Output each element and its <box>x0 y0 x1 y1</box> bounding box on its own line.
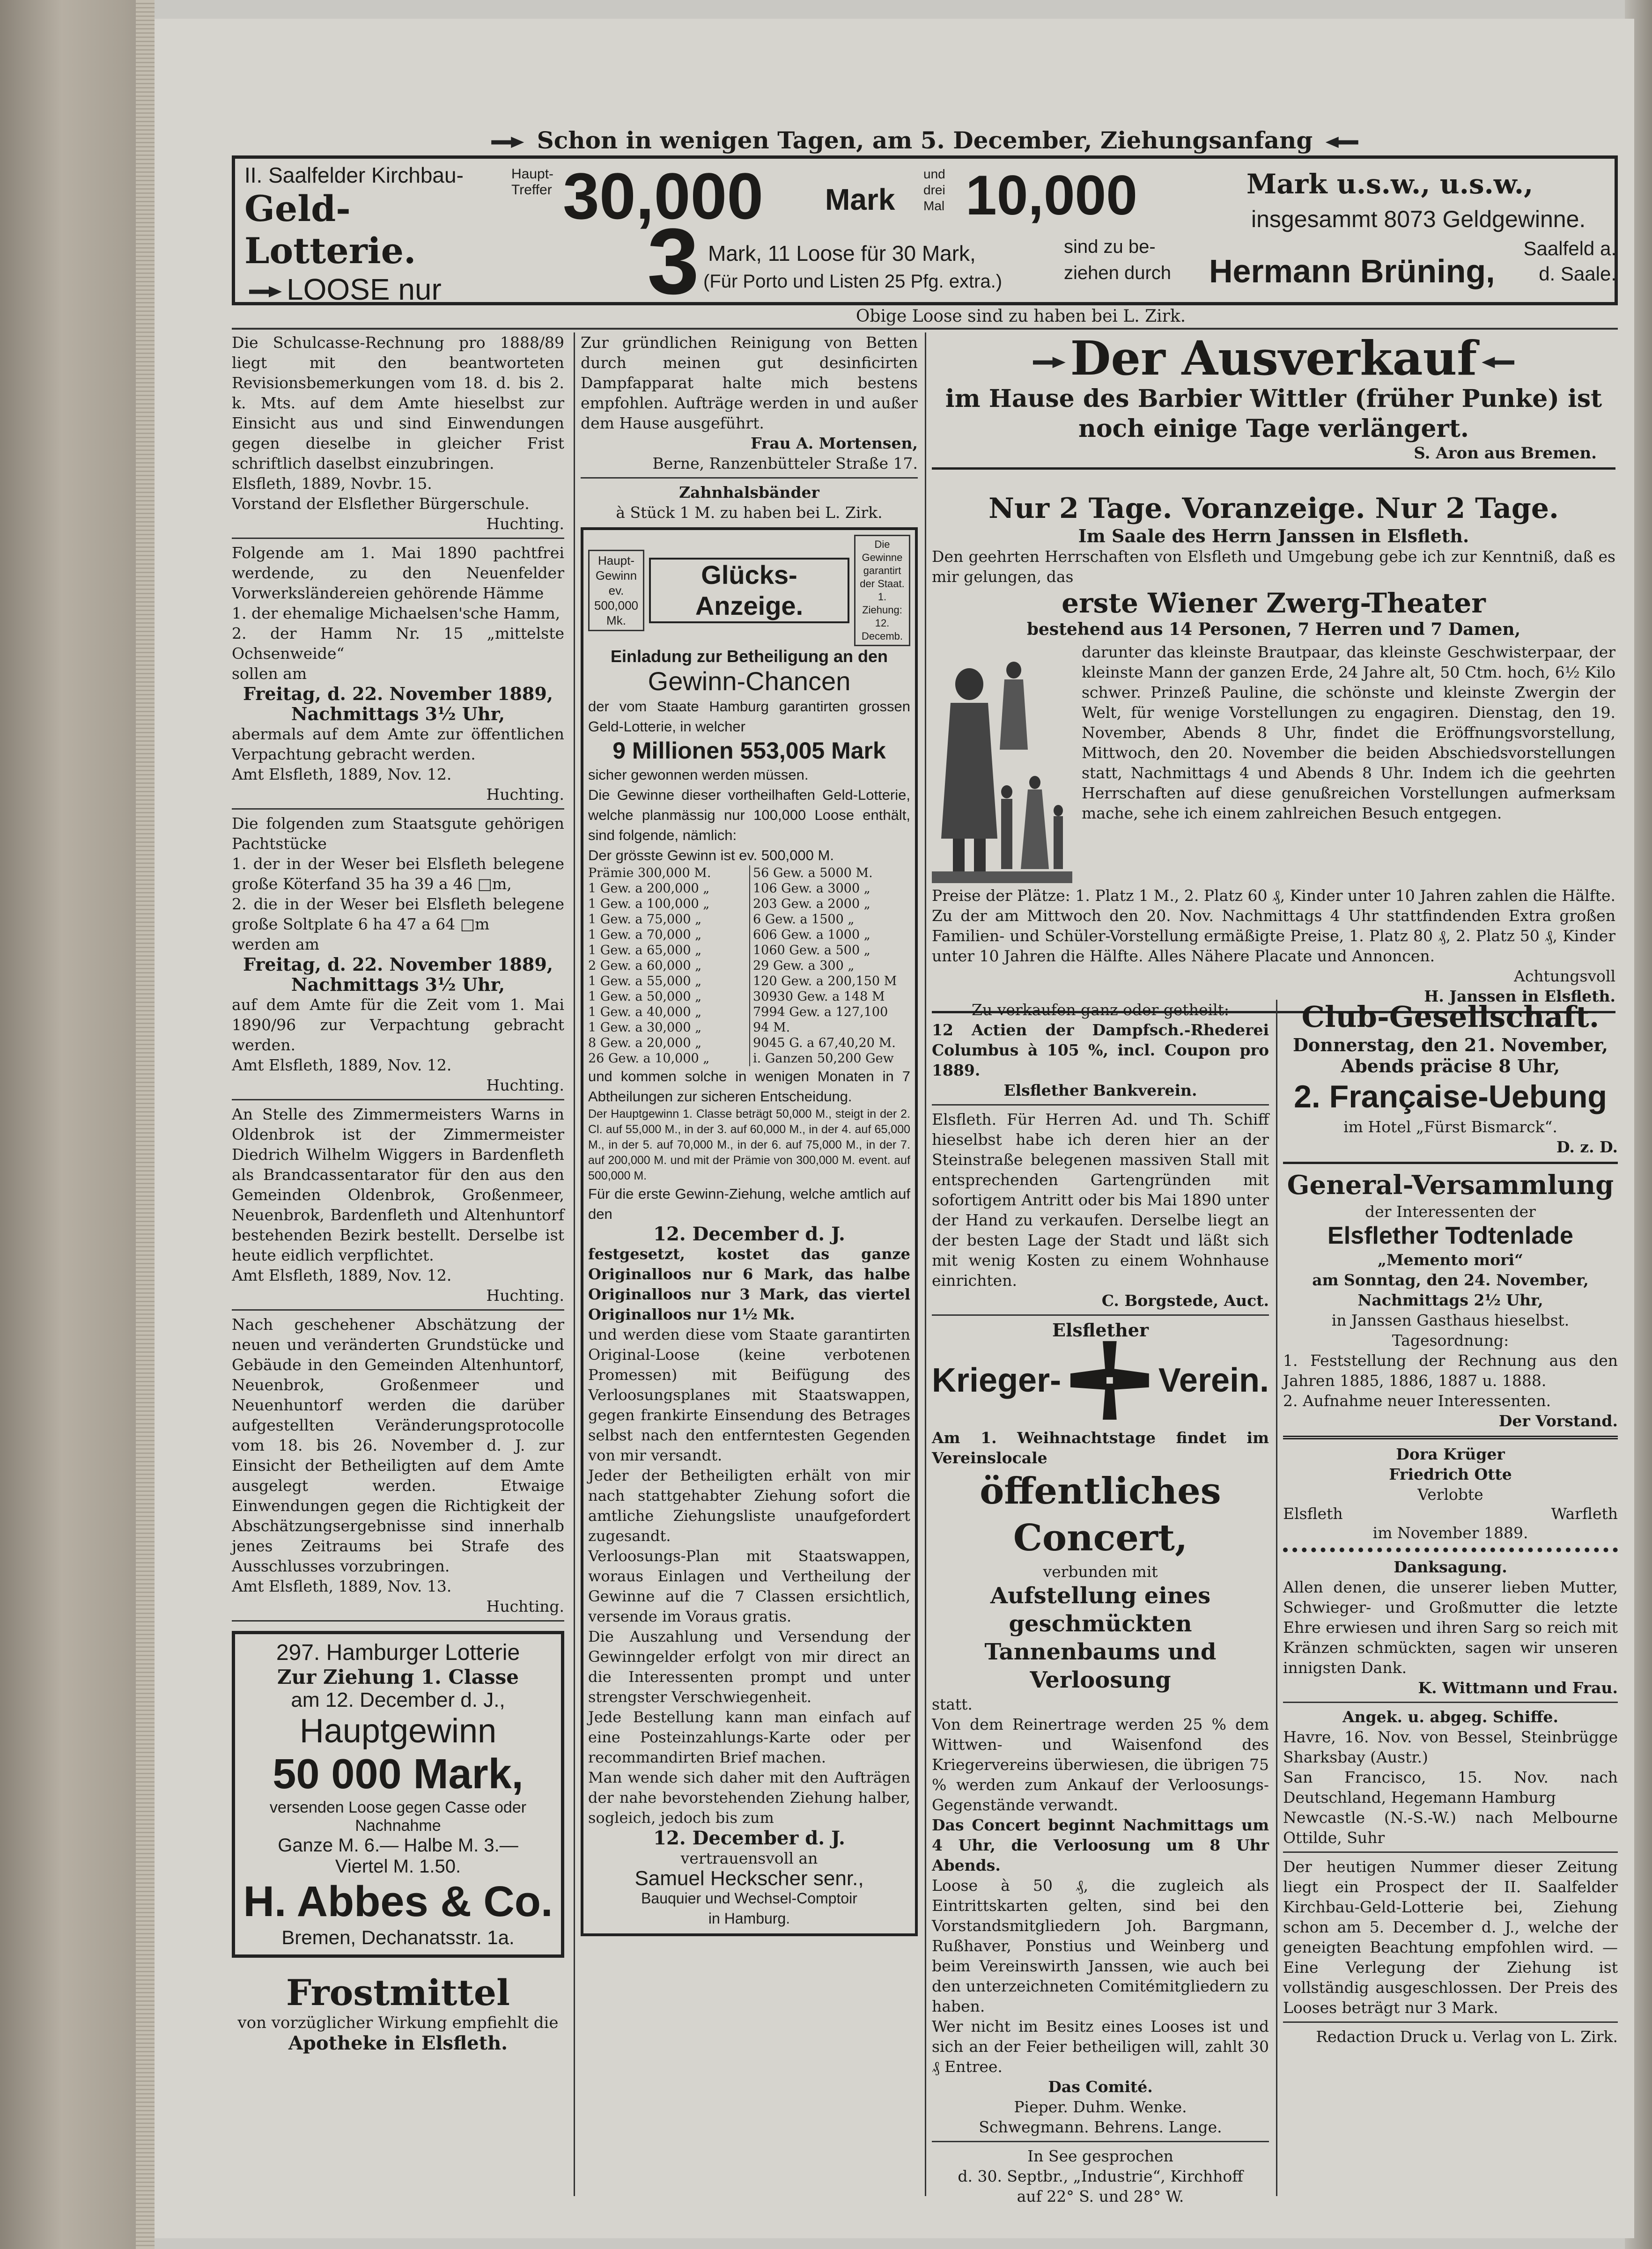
prize-row: 1 Gew. a 65,000 „ <box>588 943 702 958</box>
column-2 <box>581 332 918 1936</box>
ad-text: sicher gewonnen werden müssen. <box>588 767 809 783</box>
prize-row: 30930 Gew. a 148 M <box>753 989 885 1004</box>
ad-text: Der Hauptgewinn 1. Classe beträgt 50,000 M., steigt in der 2. Cl. auf 55,000 M., in der 3. auf 60,000 M., in der 4. auf 65,000 M., in der 5. auf 70,000 M., in der 6. auf 75,000 M., in der 7. auf 200,000 M. und mit der Prämie von 300,000 M. event. auf 500,000 M. <box>588 1107 910 1182</box>
prize-row: 1 Gew. a 200,000 „ <box>588 881 710 896</box>
club-date: Donnerstag, den 21. November, <box>1292 1034 1608 1055</box>
hamburg-lottery-ad <box>232 1631 564 1958</box>
column-rule <box>925 332 926 2196</box>
book-spine <box>0 0 155 2249</box>
assembly-org: Elsflether Todtenlade <box>1328 1222 1573 1249</box>
divider <box>232 328 1618 330</box>
list-item: 2. die in der Weser bei Elsfleth belegene große Soltplate 6 ha 47 a 64 □m <box>232 895 564 933</box>
prize-row: 1 Gew. a 40,000 „ <box>588 1005 702 1019</box>
assembly-agenda-title: Tagesordnung: <box>1392 1331 1509 1349</box>
prospectus-note: Der heutigen Nummer dieser Zeitung liegt ein Prospect der II. Saalfelder Kirchbau-Geld-Lotterie bei, Ziehung schon am 5. December d. J., welche der geneigten Beachtung empfohlen wird. — Eine Verlegung der Ziehung ist vollständig ausgeschlossen. Der Preis des Looses beträgt nur 3 Mark. <box>1283 1858 1618 2017</box>
notice-property-assessment: Nach geschehener Abschätzung der neuen und veränderten Grundstücke und Gebäude in den Gemeinden Altenhuntorf, Neuenbrok, Großenmeer und Neuenhuntorf werden die darüber aufgestellten Veränderungsprotocolle vom 18. bis 26. November d. J. zur Einsicht der Betheiligten auf dem Amte ausgelegt werden. Etwaige Einwendungen gegen die Richtigkeit der Abschätzungsergebnisse sind innerhalb jenes Zeitraums bei Strafe des Ausschlusses vorzubringen. <box>232 1315 564 1575</box>
ship-entry: Havre, 16. Nov. von Bessel, Steinbrügge Sharksbay (Austr.) <box>1283 1728 1618 1766</box>
prize-row: 120 Gew. a 200,150 M <box>753 974 897 988</box>
agenda-item: 1. Feststellung der Rechnung aus den Jahren 1885, 1886, 1887 u. 1888. <box>1283 1351 1618 1390</box>
assembly-signature: Der Vorstand. <box>1498 1412 1618 1430</box>
prize-row: i. Ganzen 50,200 Gew <box>753 1051 894 1066</box>
ad-headline: Nur 2 Tage. Voranzeige. Nur 2 Tage. <box>988 492 1559 525</box>
ad-prize: 50 000 Mark, <box>273 1751 524 1798</box>
prize-row: 1 Gew. a 100,000 „ <box>588 897 710 911</box>
haupt-treffer-label: Haupt-Treffer <box>511 166 554 198</box>
vendor-name: Hermann Brüning, <box>1209 253 1495 289</box>
column-rule <box>574 332 575 2196</box>
assembly-title: General-Versammlung <box>1287 1170 1614 1201</box>
club-time: Abends präcise 8 Uhr, <box>1341 1055 1560 1077</box>
ad-text: Verloosungs-Plan mit Staatswappen, woraus Einlagen und Vertheilung der Gewinne auf die 7 Classen ersichtlich, versende im Voraus gratis. <box>588 1547 910 1625</box>
ad-text: Der grösste Gewinn ist ev. 500,000 M. <box>588 847 834 863</box>
ad-text: Die Auszahlung und Versendung der Gewinngelder erfolgt von mir direct an die Interessenten prompt und unter strengster Verschwiegenheit. <box>588 1628 910 1706</box>
ad-text: Das Concert beginnt Nachmittags um 4 Uhr, die Verloosung um 8 Uhr Abends. <box>932 1816 1269 1874</box>
notice-text: sollen am <box>232 664 307 683</box>
ausverkauf-signature: S. Aron aus Bremen. <box>1414 444 1597 463</box>
notice-lease-hamme: Folgende am 1. Mai 1890 pachtfrei werdende, zu den Neuenfelder Vorwerksländereien gehörende Hämme <box>232 544 564 602</box>
notice-date: Amt Elsfleth, 1889, Nov. 12. <box>232 1056 452 1074</box>
ad-text: Für die erste Gewinn-Ziehung, welche amtlich auf den <box>588 1186 910 1222</box>
prize-row: Prämie 300,000 M. <box>588 866 711 880</box>
divider <box>581 477 918 479</box>
dwarf-troupe-illustration <box>932 642 1072 885</box>
ad-text: und werden diese vom Staate garantirten Original-Loose (keine verbotenen Promessen) mit Beifügung des Verloosungsplanes mit Staatswappen, gegen frankirte Einsendung des Betrages selbst nach den entferntesten Gegenden von mir versandt. <box>588 1326 910 1464</box>
bed-cleaning-ad: Zur gründlichen Reinigung von Betten durch meinen gut desinficirten Dampfapparat halte mich bestens empfohlen. Aufträge werden in und außer dem Hause ausgeführt. <box>581 333 918 432</box>
ad-line: von vorzüglicher Wirkung empfiehlt die <box>237 2013 559 2032</box>
krieger-verein-label: Elsflether <box>1052 1320 1149 1341</box>
prize-row: 7994 Gew. a 127,100 <box>753 1005 888 1019</box>
shares-ad-signature: Elsflether Bankverein. <box>1003 1081 1197 1099</box>
zahnhalsbaender-text: à Stück 1 M. zu haben bei L. Zirk. <box>616 503 883 522</box>
ausverkauf-title: Der Ausverkauf <box>932 332 1615 384</box>
prize-row: 2 Gew. a 60,000 „ <box>588 959 702 973</box>
assembly-date: am Sonntag, den 24. November, <box>1312 1271 1589 1289</box>
price-three: 3 <box>647 209 700 314</box>
ad-text: Den geehrten Herrschaften von Elsfleth und Umgebung gebe ich zur Kenntniß, daß es mir gelungen, das <box>932 547 1615 586</box>
assembly-venue: in Janssen Gasthaus hieselbst. <box>1331 1311 1570 1329</box>
ausverkauf-text: im Hause des Barbier Wittler (früher Punke) ist noch einige Tage verlängert. <box>945 384 1602 443</box>
ad-headline: Gewinn-Chancen <box>648 666 851 696</box>
prize-row: 1 Gew. a 50,000 „ <box>588 989 702 1004</box>
concert-title: öffentliches Concert, <box>980 1470 1221 1559</box>
ad-address: Berne, Ranzenbütteler Straße 17. <box>652 454 918 472</box>
shares-ad-text: 12 Actien der Dampfsch.-Rhederei Columbus à 105 %, incl. Coupon pro 1889. <box>932 1021 1269 1079</box>
ad-text: Jede Bestellung kann man einfach auf eine Posteinzahlungs-Karte oder per recommandirten Brief machen. <box>588 1708 910 1766</box>
pointing-hand-icon <box>1482 355 1514 369</box>
ad-vendor-city: in Hamburg. <box>708 1910 790 1927</box>
engagement-name: Friedrich Otte <box>1389 1465 1512 1483</box>
frostmittel-ad <box>232 1972 564 2054</box>
ship-report-title: In See gesprochen <box>1027 2147 1173 2165</box>
gluecks-anzeige-ad <box>581 527 918 1936</box>
ad-closing: Achtungsvoll <box>1513 967 1615 985</box>
ad-signature: Frau A. Mortensen, <box>751 434 918 452</box>
notice-date-bold: Freitag, d. 22. November 1889, Nachmittags 3½ Uhr, <box>243 683 553 724</box>
list-item: 2. der Hamm Nr. 15 „mittelste Ochsenweide“ <box>232 624 564 663</box>
ad-signature: H. Janssen in Elsfleth. <box>1424 987 1615 1005</box>
notice-signature: Huchting. <box>486 1076 564 1094</box>
prize-row: 203 Gew. a 2000 „ <box>753 897 870 911</box>
notice-date: Amt Elsfleth, 1889, Nov. 13. <box>232 1577 452 1595</box>
prize-row: 94 M. <box>753 1020 790 1035</box>
divider <box>232 538 564 539</box>
engagement-date: im November 1889. <box>1372 1524 1528 1542</box>
divider <box>1283 1436 1618 1439</box>
ship-entry: Newcastle (N.-S.-W.) nach Melbourne Ottilde, Suhr <box>1283 1808 1618 1847</box>
prize-row: 1 Gew. a 30,000 „ <box>588 1020 702 1035</box>
notice-signature: Huchting. <box>486 515 564 533</box>
notice-signatory: Vorstand der Elsflether Bürgerschule. <box>232 494 530 513</box>
notice-school-accounts: Die Schulcasse-Rechnung pro 1888/89 liegt mit den beantworteten Revisionsbemerkungen vom 18. d. bis 2. k. Mts. auf dem Amte hieselbst zur Einsicht aus und sind Einwendungen gegen dieselbe in gleicher Frist schriftlich daselbst einzubringen. <box>232 333 564 472</box>
price-text: Mark, 11 Loose für 30 Mark, <box>708 241 976 265</box>
club-venue: im Hotel „Fürst Bismarck“. <box>1343 1118 1557 1136</box>
divider <box>1283 1851 1618 1853</box>
agenda-item: 2. Aufnahme neuer Interessenten. <box>1283 1392 1551 1410</box>
notice-signature: Huchting. <box>486 1597 564 1615</box>
ad-line: Hauptgewinn <box>299 1712 497 1750</box>
ad-text: verbunden mit <box>1043 1563 1158 1581</box>
vendor-city: Saalfeld a. d. Saale. <box>1523 237 1616 285</box>
committee-names: Pieper. Duhm. Wenke. <box>1014 2098 1187 2116</box>
ad-text: der vom Staate Hamburg garantirten grossen Geld-Lotterie, in welcher <box>588 698 910 735</box>
prize-table <box>588 865 910 1066</box>
porto-text: (Für Porto und Listen 25 Pfg. extra.) <box>703 271 1003 292</box>
ad-line: am 12. December d. J., <box>291 1689 505 1711</box>
column-1 <box>232 332 564 2054</box>
assembly-time: Nachmittags 2½ Uhr, <box>1357 1291 1543 1309</box>
pointing-hand-icon <box>1033 355 1066 369</box>
prize-row: 8 Gew. a 20,000 „ <box>588 1036 702 1050</box>
theater-description: darunter das kleinste Brautpaar, das kleinste Geschwisterpaar, der kleinste Mann der ganzen Erde, 24 Jahre alt, 50 Ctm. hoch, 6½ Kilo schwer. Prinzeß Pauline, die schönste und kleinste Zwergin der Welt, für wenige Vorstellungen zu engagiren. Dienstag, den 19. November, Abends 8 Uhr, findet die Eröffnungsvorstellung, Mittwoch, den 20. November die beiden Abschiedsvorstellungen statt, Nachmittags 4 und Abends 8 Uhr. Indem ich die geehrten Herrschaften auf diese genußreichen Vorstellungen aufmerksam mache, sehe ich einem zahlreichen Besuch entgegen. <box>1082 643 1615 822</box>
ad-text: festgesetzt, kostet das ganze Originalloos nur 6 Mark, das halbe Originalloos nur 3 Mark, das viertel Originalloos nur 1½ Mk. <box>588 1245 910 1323</box>
prize-row: 1060 Gew. a 500 „ <box>753 943 870 958</box>
ad-line: versenden Loose gegen Casse oder Nachnahme <box>269 1799 527 1835</box>
krieger-verein-title: Krieger- Verein. <box>932 1341 1269 1420</box>
divider <box>232 808 564 810</box>
notice-date: Elsfleth, 1889, Novbr. 15. <box>232 474 432 493</box>
ad-subtitle: Aufstellung eines geschmückten Tannenbaums und Verloosung <box>984 1583 1217 1693</box>
imprint: Redaction Druck u. Verlag von L. Zirk. <box>1316 2028 1618 2046</box>
notice-date-bold: Freitag, d. 22. November 1889, Nachmittags 3½ Uhr, <box>243 954 553 995</box>
theater-prices: Preise der Plätze: 1. Platz 1 M., 2. Platz 60 ₰, Kinder unter 10 Jahren zahlen die Hälfte. Zu der am Mittwoch den 20. Nov. Nachmittags 4 Uhr stattfindenden Extra großen Familien- und Schüler-Vorstellung ermäßigte Preise, 1. Platz 80 ₰, 2. Platz 50 ₰, Kinder unter 10 Jahren die Hälfte. Alles Nähere Placate und Annoncen. <box>932 886 1615 965</box>
newspaper-page <box>155 19 1634 2238</box>
ad-text: Von dem Reinertrage werden 25 % dem Wittwen- und Waisenfond des Kriegervereins überwiesen, die übrigen 75 % werden zum Ankauf der Verloosungs-Gegenstände verwandt. <box>932 1715 1269 1814</box>
committee-names: Schwegmann. Behrens. Lange. <box>979 2118 1222 2136</box>
mark-usw: Mark u.s.w., u.s.w., <box>1246 168 1534 200</box>
club-title: Club-Gesellschaft. <box>1301 1000 1600 1034</box>
ad-line: Einladung zur Betheiligung an den <box>611 647 888 666</box>
prize-row: 1 Gew. a 70,000 „ <box>588 928 702 942</box>
loose-available-note: Obige Loose sind zu haben bei L. Zirk. <box>856 307 1186 326</box>
column-rule <box>1276 1000 1277 2196</box>
ad-title: Frostmittel <box>286 1972 510 2013</box>
available-via: sind zu be- ziehen durch <box>1064 236 1172 283</box>
stall-sale-ad: Elsfleth. Für Herren Ad. und Th. Schiff hieselbst habe ich deren hier an der Steinstraße belegenen massiven Stall mit entsprechenden Gartengründen mit sofortigem Antritt oder bis Mai 1890 unter der Hand zu verkaufen. Derselbe liegt an der besten Lage der Stadt und läßt sich mit wenig Kosten zu einem Wohnhause einrichten. <box>932 1110 1269 1290</box>
thanks-title: Danksagung. <box>1394 1558 1507 1576</box>
divider <box>232 1099 564 1100</box>
notice-text: werden am <box>232 935 319 953</box>
ad-line: Ganze M. 6.— Halbe M. 3.— <box>278 1835 518 1856</box>
ad-vendor-sub: Bauquier und Wechsel-Comptoir <box>641 1890 857 1907</box>
notice-date: Amt Elsfleth, 1889, Nov. 12. <box>232 1266 452 1284</box>
engagement-places: Elsfleth Warfleth <box>1283 1504 1618 1523</box>
ad-amount: 9 Millionen 553,005 Mark <box>612 737 886 764</box>
prize-row: 56 Gew. a 5000 M. <box>753 866 873 880</box>
theater-sub: bestehend aus 14 Personen, 7 Herren und 7 Damen, <box>1026 619 1521 639</box>
iron-cross-icon <box>1070 1341 1149 1420</box>
ship-report-text: d. 30. Septbr., „Industrie“, Kirchhoff <box>958 2167 1243 2185</box>
notice-fire-assessor: An Stelle des Zimmermeisters Warns in Oldenbrok ist der Zimmermeister Diedrich Wilhelm Wiggers in Bardenfleth als Brandcassentarator für den aus den Gemeinden Oldenbrok, Großenmeer, Neuenbrok, Bardenfleth und Altenhuntorf bestehenden Bezirk bestellt. Derselbe ist heute eidlich verpflichtet. <box>232 1105 564 1264</box>
divider <box>1283 1162 1618 1164</box>
engagement-name: Dora Krüger <box>1396 1445 1505 1463</box>
prize-row: 1 Gew. a 75,000 „ <box>588 912 702 927</box>
assembly-text: der Interessenten der <box>1365 1202 1536 1221</box>
ad-text: Man wende sich daher mit den Aufträgen der nahe bevorstehenden Ziehung halber, sogleich, jedoch bis zum <box>588 1769 910 1827</box>
zahnhalsbaender-title: Zahnhalsbänder <box>679 483 819 501</box>
pointing-hand-icon <box>249 285 282 299</box>
ad-line: Apotheke in Elsfleth. <box>288 2032 508 2054</box>
prize-row: 1 Gew. a 55,000 „ <box>588 974 702 988</box>
divider <box>932 467 1615 470</box>
ad-subhead: Im Saale des Herrn Janssen in Elsfleth. <box>1078 525 1469 546</box>
ad-side-note: Die Gewinne garantirt der Staat. 1. Ziehung: 12. Decemb. <box>854 535 910 646</box>
divider <box>1283 2021 1618 2023</box>
ad-address: Bremen, Dechanatsstr. 1a. <box>281 1926 515 1948</box>
main-prize-amount: 30,000 <box>563 159 764 233</box>
gluecks-anzeige-title: Glücks- Anzeige. <box>649 558 849 623</box>
ad-text: statt. <box>932 1695 973 1713</box>
assembly-motto: „Memento mori“ <box>1378 1251 1523 1269</box>
page-stack-edge <box>136 0 155 2249</box>
ad-date: 12. December d. J. <box>653 1223 845 1245</box>
ship-entry: San Francisco, 15. Nov. nach Deutschland, Hegemann Hamburg <box>1283 1768 1618 1807</box>
ad-vendor: H. Abbes & Co. <box>243 1878 553 1925</box>
total-prizes: insgesammt 8073 Geldgewinne. <box>1251 206 1586 232</box>
ship-report-text: auf 22° S. und 28° W. <box>1017 2187 1184 2205</box>
ad-line: Zur Ziehung 1. Classe <box>277 1666 519 1689</box>
list-item: 1. der ehemalige Michaelsen'sche Hamm, <box>232 604 560 622</box>
prize-row: 6 Gew. a 1500 „ <box>753 912 855 927</box>
divider <box>932 1314 1269 1316</box>
zwerg-theater-ad <box>932 492 1615 1018</box>
list-item: 1. der in der Weser bei Elsfleth belegene große Köterfand 35 ha 39 a 46 □m, <box>232 855 564 893</box>
ornament-divider <box>1283 1548 1618 1552</box>
banner-top-line: Schon in wenigen Tagen, am 5. December, Ziehungsanfang <box>232 126 1618 155</box>
prize-table-left <box>588 865 745 1066</box>
divider <box>932 2141 1269 2142</box>
pointing-hand-icon <box>491 135 524 149</box>
mark-label: Mark <box>825 183 895 216</box>
ad-line: Viertel M. 1.50. <box>335 1856 461 1877</box>
secondary-prize-amount: 10,000 <box>966 164 1138 227</box>
notice-text: auf dem Amte für die Zeit vom 1. Mai 1890/96 zur Verpachtung gebracht werden. <box>232 995 564 1054</box>
ad-side-note: Haupt-Gewinn ev. 500,000 Mk. <box>588 550 644 631</box>
prize-table-right <box>749 865 910 1066</box>
prize-row: 26 Gew. a 10,000 „ <box>588 1051 710 1066</box>
ad-text: vertrauensvoll an <box>680 1849 818 1867</box>
banner-left-block: II. Saalfelder Kirchbau- Geld-Lotterie. LOOSE nur <box>244 163 464 306</box>
shares-ad-title: Zu verkaufen ganz oder getheilt: <box>972 1001 1229 1019</box>
und-drei-mal: und drei Mal <box>923 167 945 213</box>
ad-vendor: Samuel Heckscher senr., <box>634 1867 864 1890</box>
notice-text: abermals auf dem Amte zur öffentlichen Verpachtung gebracht werden. <box>232 725 564 763</box>
thanks-signature: K. Wittmann und Frau. <box>1418 1679 1618 1697</box>
notice-signature: Huchting. <box>486 1286 564 1305</box>
ad-text: und kommen solche in wenigen Monaten in 7 Abtheilungen zur sicheren Entscheidung. <box>588 1068 910 1105</box>
club-event: 2. Française-Uebung <box>1294 1079 1607 1114</box>
ships-title: Angek. u. abgeg. Schiffe. <box>1342 1708 1559 1726</box>
ad-text: Loose à 50 ₰, die zugleich als Eintrittskarten gelten, sind bei den Vorstandsmitgliedern Joh. Bargmann, Rußhaver, Ponstius und Weinberg und beim Vereinswirth Janssen, wie auch bei den unterzeichneten Comitémitgliedern zu haben. <box>932 1876 1269 2015</box>
committee-title: Das Comité. <box>1048 2078 1153 2096</box>
column-3-lower <box>932 1000 1269 2206</box>
notice-state-lease: Die folgenden zum Staatsgute gehörigen Pachtstücke <box>232 814 564 853</box>
divider <box>932 1104 1269 1106</box>
ad-text: Am 1. Weihnachtstage findet im Vereinslocale <box>932 1429 1269 1467</box>
ad-date: 12. December d. J. <box>653 1827 845 1849</box>
prize-row: 106 Gew. a 3000 „ <box>753 881 870 896</box>
thanks-text: Allen denen, die unserer lieben Mutter, Schwieger- und Großmutter die letzte Ehre erwiesen und ihren Sarg so reich mit Kränzen schmückten, sagen wir unseren innigsten Dank. <box>1283 1578 1618 1677</box>
prize-row: 606 Gew. a 1000 „ <box>753 928 870 942</box>
ad-text: Jeder der Betheiligten erhält von mir nach stattgehabter Ziehung sofort die amtliche Ziehungsliste unaufgefordert zugesandt. <box>588 1467 910 1545</box>
prize-row: 9045 G. a 67,40,20 M. <box>753 1036 896 1050</box>
ad-signature: C. Borgstede, Auct. <box>1101 1291 1269 1310</box>
prize-row: 29 Gew. a 300 „ <box>753 959 855 973</box>
divider <box>232 1309 564 1311</box>
divider <box>1283 1702 1618 1703</box>
theater-name: erste Wiener Zwerg-Theater <box>1062 587 1486 619</box>
column-4 <box>1283 1000 1618 2047</box>
ad-text: Wer nicht im Besitz eines Looses ist und sich an der Feier betheiligen will, zahlt 30 ₰ Entree. <box>932 2017 1269 2076</box>
notice-signature: Huchting. <box>486 785 564 804</box>
column-3 <box>932 332 1615 474</box>
engagement-label: Verlobte <box>1417 1485 1483 1504</box>
club-signature: D. z. D. <box>1556 1138 1618 1156</box>
ad-text: Die Gewinne dieser vortheilhaften Geld-Lotterie, welche planmässig nur 100,000 Loose enthält, sind folgende, nämlich: <box>588 787 910 843</box>
divider <box>232 1620 564 1622</box>
ad-line: 297. Hamburger Lotterie <box>276 1640 520 1665</box>
pointing-hand-icon <box>1326 135 1358 149</box>
lottery-banner <box>232 126 1618 314</box>
notice-date: Amt Elsfleth, 1889, Nov. 12. <box>232 765 452 783</box>
